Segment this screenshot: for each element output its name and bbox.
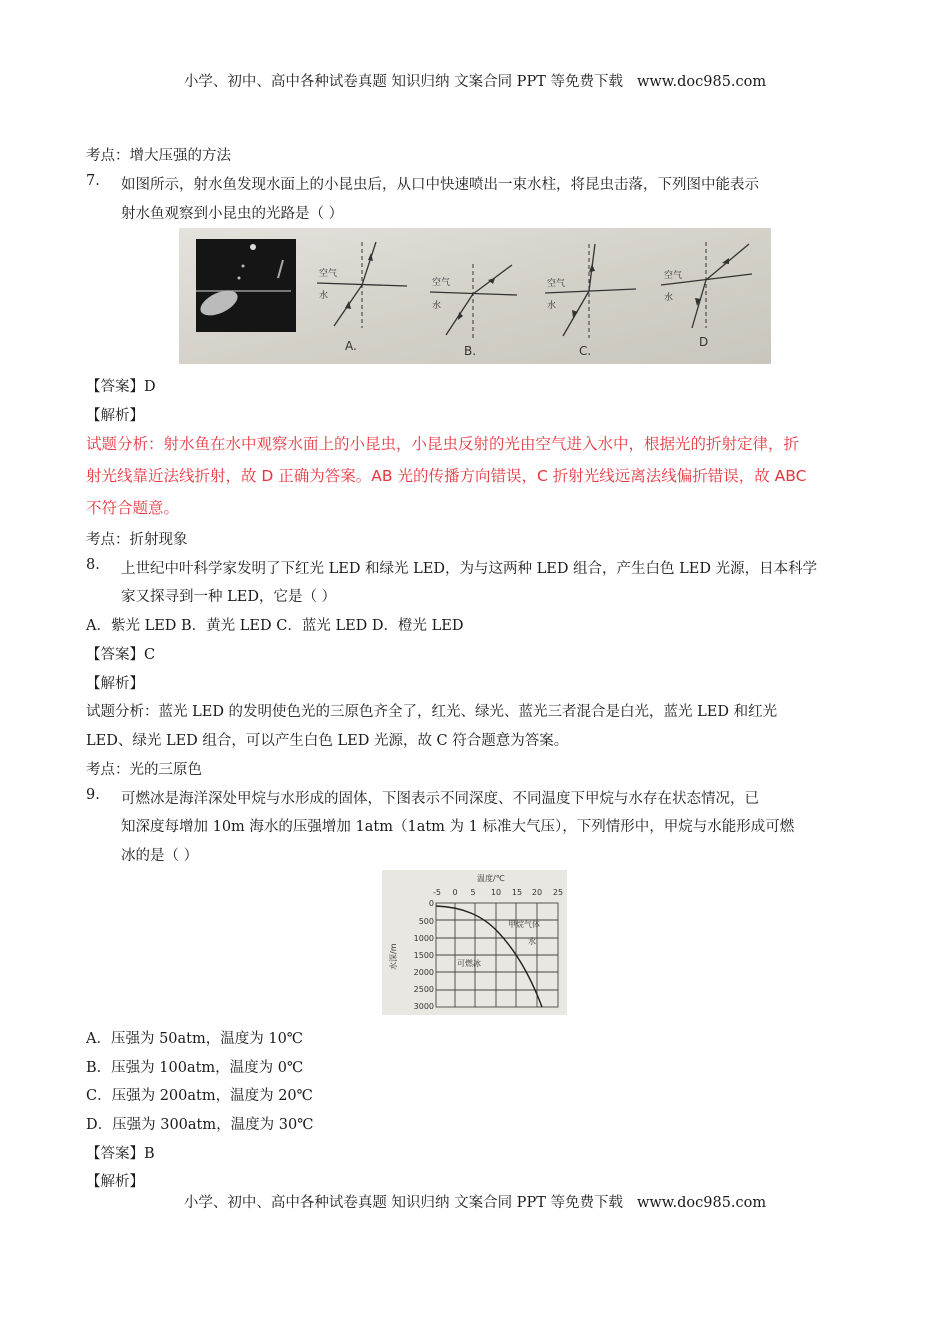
q9-option-c: C．压强为 200atm，温度为 20℃ [86, 1088, 313, 1104]
kaodian-prev: 考点：增大压强的方法 [86, 148, 231, 164]
q8-kaodian: 考点：光的三原色 [86, 762, 202, 778]
q9-phase-chart [382, 870, 567, 1015]
svg-text:空气: 空气 [547, 279, 566, 289]
svg-text:水: 水 [664, 293, 674, 303]
header-text: 小学、初中、高中各种试卷真题 知识归纳 文案合同 PPT 等免费下载 [183, 74, 623, 90]
svg-text:可燃冰: 可燃冰 [457, 959, 481, 968]
svg-text:B.: B. [464, 344, 477, 358]
q9-stem-line2: 知深度每增加 10m 海水的压强增加 1atm（1atm 为 1 标准大气压），下列情形中，甲烷与水能形成可燃 [121, 819, 795, 835]
svg-text:水: 水 [319, 291, 329, 301]
svg-text:2500: 2500 [413, 985, 434, 994]
archerfish-photo [196, 239, 296, 332]
svg-text:水: 水 [528, 937, 536, 946]
svg-text:10: 10 [490, 888, 502, 897]
svg-text:A.: A. [345, 339, 357, 353]
q9-answer: 【答案】B [86, 1146, 155, 1162]
svg-text:25: 25 [552, 888, 564, 897]
q9-option-a: A．压强为 50atm，温度为 10℃ [86, 1031, 304, 1047]
q7-analysis-line2: 射光线靠近法线折射，故 D 正确为答案。AB 光的传播方向错误，C 折射光线远离法线偏折错误，故 ABC [86, 467, 807, 485]
svg-text:5: 5 [470, 888, 476, 897]
svg-text:空气: 空气 [432, 278, 451, 288]
svg-text:甲烷气体: 甲烷气体 [508, 920, 540, 929]
q7-figure [179, 228, 771, 364]
svg-text:温度/℃: 温度/℃ [477, 874, 505, 883]
q7-number: 7. [86, 173, 100, 189]
svg-text:水: 水 [547, 301, 557, 311]
q7-kaodian: 考点：折射现象 [86, 532, 188, 548]
svg-text:空气: 空气 [664, 271, 683, 281]
q7-stem-line1: 如图所示，射水鱼发现水面上的小昆虫后，从口中快速喷出一束水柱，将昆虫击落，下列图中能表示 [121, 177, 759, 193]
svg-text:500: 500 [418, 917, 434, 926]
page-header [0, 70, 950, 91]
q7-analysis-line1: 试题分析：射水鱼在水中观察水面上的小昆虫，小昆虫反射的光由空气进入水中，根据光的折射定律，折 [86, 435, 800, 453]
q8-options: A．紫光 LED B．黄光 LED C．蓝光 LED D．橙光 LED [86, 618, 464, 634]
q8-number: 8. [86, 557, 100, 573]
svg-text:15: 15 [511, 888, 523, 897]
q9-number: 9. [86, 787, 100, 803]
svg-text:空气: 空气 [319, 269, 338, 279]
q7-analysis-line3: 不符合题意。 [86, 499, 180, 517]
q8-stem-line2: 家又探寻到一种 LED，它是（ ） [121, 589, 337, 605]
q7-stem-line2: 射水鱼观察到小昆虫的光路是（ ） [121, 206, 344, 222]
svg-text:1500: 1500 [413, 951, 434, 960]
svg-text:2000: 2000 [413, 968, 434, 977]
svg-text:水深/m: 水深/m [389, 943, 398, 970]
footer-url[interactable]: www.doc985.com [636, 1195, 767, 1211]
q8-answer: 【答案】C [86, 647, 156, 663]
q8-analysis-line2: LED、绿光 LED 组合，可以产生白色 LED 光源，故 C 符合题意为答案。 [86, 733, 569, 749]
svg-text:3000: 3000 [413, 1002, 434, 1011]
q8-analysis-line1: 试题分析：蓝光 LED 的发明使色光的三原色齐全了，红光、绿光、蓝光三者混合是白光，蓝光 LED 和红光 [86, 704, 778, 720]
svg-text:C.: C. [579, 344, 592, 358]
q9-option-b: B．压强为 100atm，温度为 0℃ [86, 1060, 304, 1076]
svg-text:20: 20 [531, 888, 543, 897]
q7-analysis-label: 【解析】 [86, 408, 144, 424]
q8-stem-line1: 上世纪中叶科学家发明了下红光 LED 和绿光 LED，为与这两种 LED 组合，产生白色 LED 光源，日本科学 [121, 561, 818, 577]
q9-option-d: D．压强为 300atm，温度为 30℃ [86, 1117, 314, 1133]
svg-text:0: 0 [428, 899, 434, 908]
header-url[interactable]: www.doc985.com [636, 74, 767, 90]
q9-stem-line3: 冰的是（ ） [121, 848, 199, 864]
q8-analysis-label: 【解析】 [86, 676, 144, 692]
svg-text:-5: -5 [433, 888, 441, 897]
footer-text: 小学、初中、高中各种试卷真题 知识归纳 文案合同 PPT 等免费下载 [183, 1195, 623, 1211]
svg-text:D: D [699, 335, 709, 349]
page-footer [0, 1191, 950, 1212]
svg-text:0: 0 [452, 888, 458, 897]
q7-answer: 【答案】D [86, 379, 156, 395]
q9-analysis-label: 【解析】 [86, 1174, 144, 1190]
svg-text:1000: 1000 [413, 934, 434, 943]
svg-text:水: 水 [432, 301, 442, 311]
q9-stem-line1: 可燃冰是海洋深处甲烷与水形成的固体，下图表示不同深度、不同温度下甲烷与水存在状态情况，已 [121, 791, 759, 807]
